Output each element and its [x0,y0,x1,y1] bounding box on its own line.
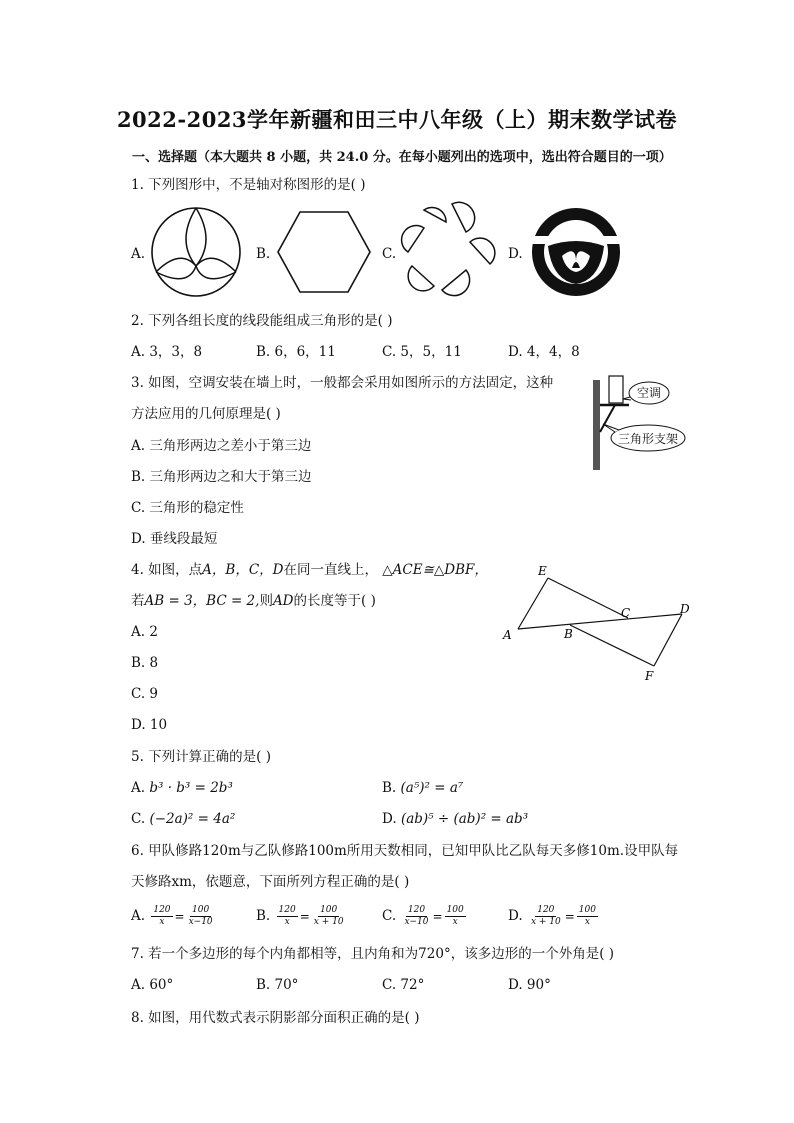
q1-option-c: C. [382,246,397,262]
q1-figure-b [276,210,372,294]
q8-stem: 8. 如图，用代数式表示阴影部分面积正确的是( ) [131,1010,420,1026]
q4-option-d: D. 10 [131,717,168,733]
q3-stem-line2: 方法应用的几何原理是( ) [131,406,281,422]
q5-d-expr: (ab)⁵ ÷ (ab)² = ab³ [400,811,529,827]
q4-label-d: D [680,602,690,616]
q4-stem-line1 [131,561,488,579]
q2-option-a: A. 3，3，8 [131,344,203,360]
q4-stem-line2 [131,592,376,610]
q2-option-b: B. 6，6，11 [256,344,336,360]
q4-label-b: B [564,627,573,641]
q6-c-d1: x−10 [404,917,429,927]
q3-option-c: C. 三角形的稳定性 [131,500,244,516]
q4-label-e: E [538,564,547,578]
q5-option-d [382,810,528,828]
q6-b-n2: 100 [320,905,338,915]
q6-a-frac2 [187,905,215,928]
q6-a-d2: x−10 [188,917,213,927]
q4-stem2-prefix: 若 [131,593,145,609]
q5-option-b [382,779,463,797]
q3-aircon-label: 空调 [637,386,662,400]
page-title: 2022-2023学年新疆和田三中八年级（上）期末数学试卷 [116,107,678,132]
q4-stem-mid: 在同一直线上， [283,562,378,578]
q4-option-c: C. 9 [131,686,159,702]
q1-option-a: A. [131,246,146,262]
q6-b-frac2 [312,905,346,928]
q5-a-label: A. [131,780,146,796]
q1-option-b: B. [256,246,271,262]
q6-b-d1: x [284,917,290,927]
q3-option-b: B. 三角形两边之和大于第三边 [131,469,312,485]
q6-d-frac2 [577,905,598,928]
q5-b-expr: (a⁵)² = a⁷ [400,780,464,796]
q6-d-n2: 100 [578,905,596,915]
q6-a-d1: x [159,917,165,927]
q6-c-label: C. [382,908,397,924]
q4-label-c: C [621,606,631,620]
q2-stem: 2. 下列各组长度的线段能组成三角形的是( ) [131,313,393,329]
q5-option-c [131,810,235,828]
q3-stem-line1: 3. 如图，空调安装在墙上时，一般都会采用如图所示的方法固定，这种 [131,375,554,391]
q5-d-label: D. [382,811,397,827]
q6-stem-line1: 6. 甲队修路120m与乙队修路100m所用天数相同，已知甲队比乙队每天多修10m.设甲队每 [131,843,679,859]
q4-stem2-mid: 则 [259,593,273,609]
q6-c-d2: x [452,917,458,927]
q6-c-frac1 [402,905,430,928]
q6-option-c: C. $\frac{120}{x-10}$ = $\frac{100}{x}$ [382,905,464,927]
q6-d-d1: x + 10 [530,917,561,927]
q6-b-label: B. [256,908,271,924]
q6-option-d: D. $\frac{120}{x + 10}$ = $\frac{100}{x}$ [508,905,596,927]
q3-option-d: D. 垂线段最短 [131,531,218,547]
q5-b-label: B. [382,780,397,796]
q6-stem-line2: 天修路xm，依题意，下面所列方程正确的是( ) [131,874,410,890]
q4-congruence: △ACE≅△DBF， [382,562,488,578]
q6-a-label: A. [131,908,146,924]
q5-c-expr: (−2a)² = 4a² [149,811,236,827]
q6-d-d2: x [584,917,590,927]
q3-option-a: A. 三角形两边之差小于第三边 [131,438,312,454]
q7-stem: 7. 若一个多边形的每个内角都相等，且内角和为720°，该多边形的一个外角是( ) [131,946,615,962]
q6-c-frac2 [445,905,466,928]
q4-segment: AD [272,593,294,609]
q4-option-b: B. 8 [131,655,159,671]
q6-c-n2: 100 [446,905,464,915]
q7-option-d: D. 90° [508,977,551,993]
q1-figure-d [528,206,624,298]
q4-stem2-suffix: 的长度等于( ) [293,593,376,609]
q4-figure [500,562,700,686]
q3-bracket-label: 三角形支架 [618,432,679,446]
q4-stem-prefix: 4. 如图，点 [131,562,203,578]
q1-option-d: D. [508,246,523,262]
q6-d-n1: 120 [537,905,555,915]
q6-b-n1: 120 [278,905,296,915]
q5-stem: 5. 下列计算正确的是( ) [131,749,271,765]
q5-c-label: C. [131,811,146,827]
q6-c-n1: 120 [407,905,426,915]
q5-option-a [131,779,233,797]
q1-figure-c [400,200,496,300]
q4-points: A，B，C，D [202,562,284,578]
q7-option-b: B. 70° [256,977,299,993]
q2-option-d: D. 4，4，8 [508,344,580,360]
q6-d-label: D. [508,908,523,924]
section-heading: 一、选择题（本大题共 8 小题，共 24.0 分。在每小题列出的选项中，选出符合题目的一项） [132,150,672,165]
q4-given: AB = 3，BC = 2, [144,593,260,609]
q4-label-f: F [645,669,654,683]
q6-d-frac1 [529,905,563,928]
q6-b-frac1 [277,905,298,928]
q7-option-c: C. 72° [382,977,425,993]
q2-option-c: C. 5，5，11 [382,344,462,360]
q6-a-frac1 [151,905,172,928]
q4-label-a: A [503,628,512,642]
q5-a-expr: b³ · b³ = 2b³ [149,780,233,796]
q6-a-n2: 100 [192,905,210,915]
q6-option-a: A. $\frac{120}{x}$ = $\frac{100}{x-10}$ [131,905,213,927]
q1-figure-a [150,206,242,298]
q6-a-n1: 120 [153,905,171,915]
q4-option-a: A. 2 [131,624,158,640]
q7-option-a: A. 60° [131,977,174,993]
q1-stem: 1. 下列图形中，不是轴对称图形的是( ) [131,177,366,193]
q6-b-d2: x + 10 [313,917,344,927]
q6-option-b: B. $\frac{120}{x}$ = $\frac{100}{x + 10}$ [256,905,344,927]
